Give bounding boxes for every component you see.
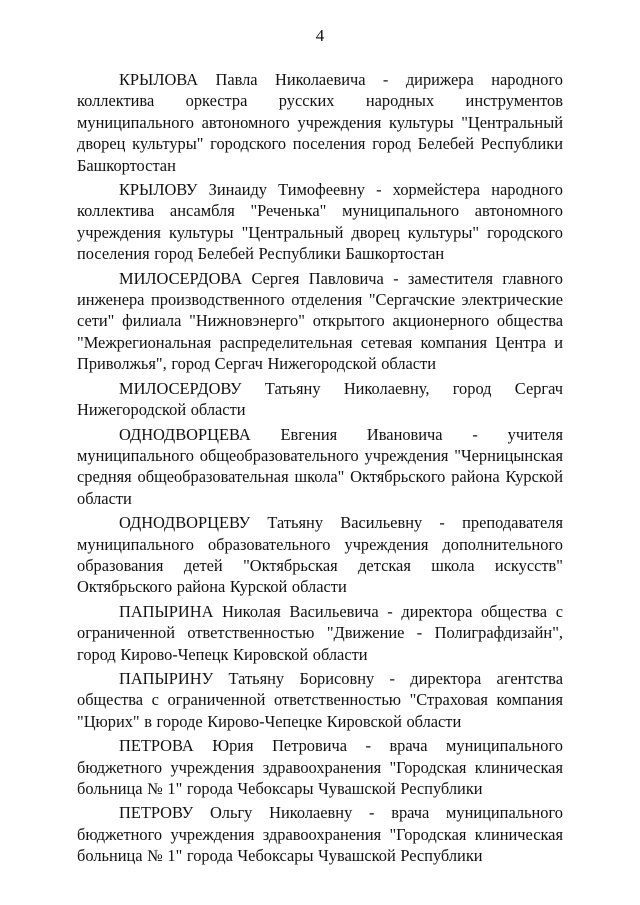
award-paragraph: МИЛОСЕРДОВУ Татьяну Николаевну, город Сергач Нижегородской области xyxy=(77,378,563,420)
award-paragraph: ОДНОДВОРЦЕВУ Татьяну Васильевну - преподавателя муниципального образовательного учреждения дополнительного образования детей "Октябрьская детская школа искусств" Октябрьского района Курской области xyxy=(77,513,563,597)
award-paragraph: ПАПЫРИНУ Татьяну Борисовну - директора агентства общества с ограниченной ответственностью "Страховая компания "Цюрих" в городе Кирово-Чепецке Кировской области xyxy=(77,668,563,731)
page-number: 4 xyxy=(315,26,325,45)
award-list xyxy=(77,69,563,870)
award-paragraph: ПЕТРОВА Юрия Петровича - врача муниципального бюджетного учреждения здравоохранения "Городская клиническая больница № 1" города Чебоксары Чувашской Республики xyxy=(77,736,563,798)
award-paragraph: КРЫЛОВА Павла Николаевича - дирижера народного коллектива оркестра русских народных инструментов муниципального автономного учреждения культуры "Центральный дворец культуры" городского поселения город Белебей Республики Башкортостан xyxy=(77,70,563,175)
award-paragraph: МИЛОСЕРДОВА Сергея Павловича - заместителя главного инженера производственного отделения "Сергачские электрические сети" филиала "Нижновэнерго" открытого акционерного общества "Межрегиональная распределительная сетевая компания Центра и Приволжья", город Сергач Нижегородской области xyxy=(77,268,563,374)
award-paragraph: ПЕТРОВУ Ольгу Николаевну - врача муниципального бюджетного учреждения здравоохранения "Городская клиническая больница № 1" города Чебоксары Чувашской Республики xyxy=(77,803,563,866)
award-paragraph: ОДНОДВОРЦЕВА Евгения Ивановича - учителя муниципального общеобразовательного учреждения "Черницынская средняя общеобразовательная школа" Октябрьского района Курской области xyxy=(77,424,563,508)
award-paragraph: ПАПЫРИНА Николая Васильевича - директора общества с ограниченной ответственностью "Движение - Полиграфдизайн", город Кирово-Чепецк Кировской области xyxy=(77,601,563,664)
award-paragraph: КРЫЛОВУ Зинаиду Тимофеевну - хормейстера народного коллектива ансамбля "Реченька" муниципального автономного учреждения культуры "Центральный дворец культуры" городского поселения город Белебей Республики Башкортостан xyxy=(77,180,563,264)
